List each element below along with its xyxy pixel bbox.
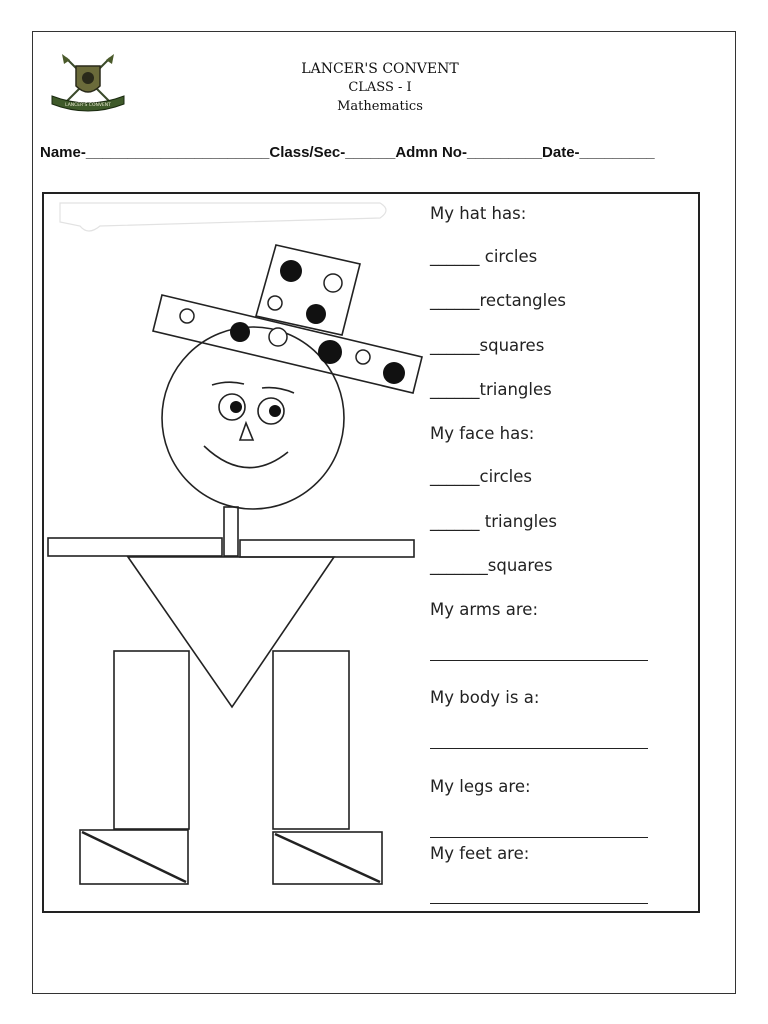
brim-dot-filled xyxy=(318,340,342,364)
feet-answer-line xyxy=(430,903,648,904)
brim-dot-empty xyxy=(269,328,287,346)
right-pupil xyxy=(269,405,281,417)
hat-squares-blank: ______squares xyxy=(430,336,545,355)
legs-answer-line xyxy=(430,837,648,838)
hat-dot-filled xyxy=(280,260,302,282)
smile xyxy=(204,446,288,468)
right-foot-diagonal xyxy=(275,834,380,882)
brim-dot-empty xyxy=(180,309,194,323)
student-info-row: Name-______________________Class/Sec-______Admn No-_________Date-_________ xyxy=(40,144,655,161)
face-circles-blank: ______circles xyxy=(430,467,532,486)
right-leg-rectangle xyxy=(273,651,349,829)
feet-question: My feet are: xyxy=(430,844,530,863)
hat-dot-empty xyxy=(324,274,342,292)
nose-triangle xyxy=(240,423,253,440)
body-question: My body is a: xyxy=(430,688,540,707)
class-label: CLASS - I xyxy=(348,80,412,95)
brim-dot-filled xyxy=(230,322,250,342)
left-foot-diagonal xyxy=(82,832,186,882)
body-answer-line xyxy=(430,748,648,749)
hat-question-title: My hat has: xyxy=(430,204,527,223)
hat-triangles-blank: ______triangles xyxy=(430,380,552,399)
subject-label: Mathematics xyxy=(337,99,423,114)
legs-question: My legs are: xyxy=(430,777,531,796)
brim-dot-filled xyxy=(383,362,405,384)
arms-answer-line xyxy=(430,660,648,661)
brim-dot-empty xyxy=(356,350,370,364)
hat-circles-blank: ______ circles xyxy=(430,247,538,266)
left-arm-rectangle xyxy=(48,538,222,556)
school-name: LANCER'S CONVENT xyxy=(301,61,459,77)
face-triangles-blank: ______ triangles xyxy=(430,512,557,531)
hat-brim-rectangle xyxy=(153,295,422,393)
hat-dot-empty xyxy=(268,296,282,310)
svg-text:LANCER'S CONVENT: LANCER'S CONVENT xyxy=(65,103,111,108)
left-eyebrow xyxy=(212,382,244,385)
body-triangle xyxy=(128,557,334,707)
smudge-mark xyxy=(60,203,386,231)
left-pupil xyxy=(230,401,242,413)
face-squares-blank: _______squares xyxy=(430,556,553,575)
hat-rectangles-blank: ______rectangles xyxy=(430,291,566,310)
neck-rectangle xyxy=(224,507,238,556)
hat-dot-filled xyxy=(306,304,326,324)
right-eyebrow xyxy=(262,388,294,393)
arms-question: My arms are: xyxy=(430,600,539,619)
face-question-title: My face has: xyxy=(430,424,535,443)
left-leg-rectangle xyxy=(114,651,189,829)
right-arm-rectangle xyxy=(240,540,414,557)
